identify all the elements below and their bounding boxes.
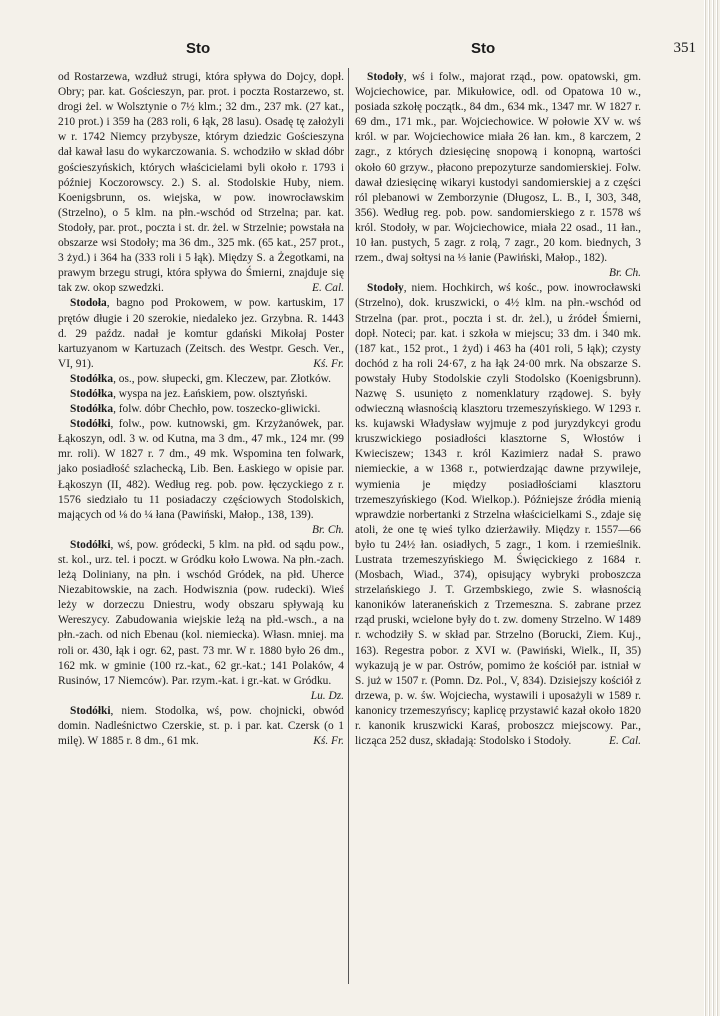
dictionary-entry: [58, 704, 344, 749]
entry-headword: Stodoła: [70, 297, 107, 310]
entry-text: , wś i folw., majorat rząd., pow. opatowski, gm. Wojciechowice, par. Mikułowice, odl. od Opatowa 10 w., posiada szkołę początk., 84 dm., 634 mk., 1347 mr. W 1827 r. 69 dm., 171 mk., par. Wojciechowice. W połowie XV w. wś król. w par. Wojciechowice miała 26 łan. km., 8 karczem, 2 zagr., z których dziesięcinę snopową i konopną, wartości około 60 grzyw., płacono prepozyturze sandomierskiej. Folw. dawał dziesięcinę wikaryi kustodyi sandomierskiej a z części ról plebanowi w Zemborzynie (Długosz, L. B., I, 303, 348, 356). Według reg. pob. pow. sandomierskiego z r. 1578 wś król. Stodoły, w par. Wojciechowice, miała 22 osad., 11 łan., 10 łan. pustych, 5 zagr. z rolą, 7 zagr., 20 kom. biednych, 3 rzem., dwaj sołtysi na ⅓ łanie (Pawiński, Małop., 182).: [355, 71, 641, 265]
entry-text: , wś, pow. gródecki, 5 klm. na płd. od sądu pow., st. kol., urz. tel. i poczt. w Gródku koło Lwowa. Na płn.-zach. leżą Doliniany, na płn. i wschód Gródek, na płd. Uherce Niezabitowskie, na zach. Hodwisznia (pow. rudecki). Wieś leży w dorzeczu Dniestru, wody obszaru spływają ku Wereszycy. Zabudowania wiejskie leżą na płd.-wsch., a na płn.-zach. od nich Ebenau (kol. niemiecka). Własn. mniej. ma roli or. 430, łąk i ogr. 62, past. 73 mr. W r. 1880 było 26 dm., 162 mk. w gminie (100 rz.-kat., 62 gr.-kat.; 141 Polaków, 4 Rusinów, 17 Niemców). Par. rzym.-kat. i gr.-kat. w Gródku.: [58, 538, 344, 687]
entry-headword: Stodoły: [367, 71, 404, 83]
dictionary-entry: [58, 70, 344, 296]
entry-text: , niem. Stodolka, wś, pow. chojnicki, obwód domin. Nadleśnictwo Czerskie, st. p. i par. kat. Czersk (o 1 milę). W 1885 r. 8 dm., 61 mk.: [58, 704, 344, 748]
entry-headword: Stodółki: [70, 538, 111, 551]
entry-headword: Stodółka: [70, 372, 114, 385]
header-right-keyword: Sto: [471, 40, 496, 57]
author-signature: Kś. Fr.: [313, 357, 344, 370]
page-edge: [704, 0, 720, 1016]
dictionary-entry: [58, 387, 344, 402]
entry-headword: Stodółki: [70, 704, 111, 717]
dictionary-entry: [58, 402, 344, 417]
entry-headword: Stodółka: [70, 387, 114, 400]
running-header: [58, 40, 706, 70]
entry-text: , folw., pow. kutnowski, gm. Krzyżanówek, par. Łąkoszyn, odl. 3 w. od Kutna, ma 3 dm., 47 mk., 124 mr. (99 mr. roli). W 1827 r. 7 dm., 49 mk. Wspomina ten folwark, jako posiadłość szlachecką, Lib. Ben. Łaskiego w opisie par. Łąkoszyn (II, 482). Według reg. pob. pow. łęczyckiego z r. 1576 siedziało tu 11 posiadaczy częściowych Stodolskich, mających od ⅛ do ¼ łana (Pawiński, Małop., 138, 139).: [58, 418, 344, 521]
entry-headword: Stodoły: [367, 282, 404, 295]
entry-text: , folw. dóbr Chechło, pow. toszecko-gliwicki.: [113, 403, 321, 416]
author-signature: E. Cal.: [609, 735, 641, 748]
entry-text: , os., pow. słupecki, gm. Kleczew, par. Złotków.: [113, 372, 332, 385]
dictionary-page: [58, 40, 706, 748]
left-column: [58, 70, 344, 749]
author-signature: Kś. Fr.: [313, 735, 344, 748]
dictionary-entry: [355, 70, 641, 281]
page-number: 351: [673, 40, 696, 56]
dictionary-entry: [58, 372, 344, 387]
column-divider: [348, 68, 349, 984]
author-signature: E. Cal.: [312, 282, 344, 295]
author-signature: Br. Ch.: [609, 267, 641, 280]
dictionary-entry: [355, 281, 641, 749]
entry-text: od Rostarzewa, wzdłuż strugi, która spływa do Dojcy, dopł. Obry; par. kat. Gościeszyn, par. prot. i poczta Rostarzewo, st. drogi żel. w Wolsztynie o 7½ klm.; 32 dm., 237 mk. (27 kat., 210 prot.) i 359 ha (283 roli, 6 łąk, 28 lasu). Osadę tę założyli w r. 1742 Niemcy przybysze, którym dziedzic Gościeszyna dał kawał lasu do wykarczowania. S. wchodziło w skład dóbr gościeszyńskich, których właścicielami byli około r. 1793 i później Koczorowscy. 2.) S. al. Stodolskie Huby, niem. Koenigsbrunn, os. wiejska, w pow. inowrocławskim (Strzelno), o 5 klm. na płn.-wschód od Strzelna; par. kat. Stodoły, par. prot., poczta i st. dr. żel. w Strzelnie; powstała na obszarze wsi Stodoły; ma 36 dm., 325 mk. (65 kat., 257 prot., 3 żyd.) i 364 ha (333 roli i 5 łąk). Między S. a Żegotkami, na prawym brzegu strugi, która spływa do Śmierni, znajduje się tak zw. okop szwedzki.: [58, 71, 344, 295]
entry-text: , niem. Hochkirch, wś kośc., pow. inowrocławski (Strzelno), dok. kruszwicki, o 4½ klm. na płn.-wschód od Strzelna (par. prot., poczta i st. dr. żel.), u źródeł Śmierni, dopł. Noteci; par. kat. i szkoła w miejscu; 33 dm. i 340 mk. (187 kat., 152 prot., 1 żyd) i 463 ha (401 roli, 5 łąk); czysty dochód z ha roli 24·67, z ha łąk 24·00 mrk. Na obszarze S. powstały Huby Stodolskie czyli Stodolsko (Koenigsbrunn). Nazwę S. usunięto z nomenklatury rządowej. S. były odwieczną własnością klasztoru trzemeszyńskiego. W 1293 r. ks. kujawski Władysław wyjmuje z pod juryzdykcyi grodu kruszwickiego posiadłości klasztorne S, Włostów i Kwieciszew; 1343 r. król Kazimierz nadał S. prawo niemieckie, a w 1368 r., potwierdzając dawne przywileje, wymienia je między posiadłościami klasztoru trzemeszyńskiego (Kod. Wielkop.). Późniejsze źródła mienią wprawdzie norbertanki z Strzelna właścicielkami S., zdaje się atoli, że one tę wieś tylko dzierżawiły. Między r. 1557—66 było tu 24½ łan. osiadłych, 5 zagr., 1 kom. i rzemieślnik. Lustrata trzemeszyńskiego M. Święcickiego z 1684 r. (Mosbach, Wiad., 374), opisujący wybryki proboszcza strzelańskiego J. T. Grzembskiego, zwie S. własnością kanoników lateraneńskich z Trzemeszna. S. zabrane przez rząd pruski, wcielone były do t. zw. domeny Strzelno. W 1489 r. wchodziły S. w skład par. Strzelno (Borucki, Ziem. Kuj., 163). Regestra pobor. z XVI w. (Pawiński, Wielk., II, 35) wykazują je w par. Ostrów, pomimo że kościół par. istniał w S. już w 1507 r. (Pomn. Dz. Pol., V, 834). Dzisiejszy kościół z drzewa, p. w. św. Wojciecha, wystawili i uposażyli w 1589 r. kanonicy trzemeszyńscy; kaplicę przystawić kazał około 1820 r. kanonik kruszwicki Karaś, proboszcz miejscowy. Par., licząca 252 dusz, składają: Stodolsko i Stodoły.: [355, 282, 641, 748]
header-left-keyword: Sto: [186, 40, 211, 57]
author-signature: Lu. Dz.: [310, 689, 344, 702]
dictionary-entry: [58, 417, 344, 538]
entry-headword: Stodółka: [70, 403, 114, 416]
right-column: [355, 70, 641, 749]
entry-text: , wyspa na jez. Łańskiem, pow. olsztyński.: [113, 387, 308, 400]
author-signature: Br. Ch.: [312, 523, 344, 536]
dictionary-entry: [58, 538, 344, 704]
entry-headword: Stodółki: [70, 418, 111, 431]
dictionary-entry: [58, 296, 344, 371]
entry-text: , bagno pod Prokowem, w pow. kartuskim, 17 prętów długie i 20 szerokie, niedaleko jez. Grzybna. R. 1443 d. 29 paźdz. nadał je komtur gdański Mikołaj Poster kartuzyanom w Kartuzach (Zeitsch. des Westpr. Gesch. Ver., VI, 91).: [58, 297, 344, 370]
